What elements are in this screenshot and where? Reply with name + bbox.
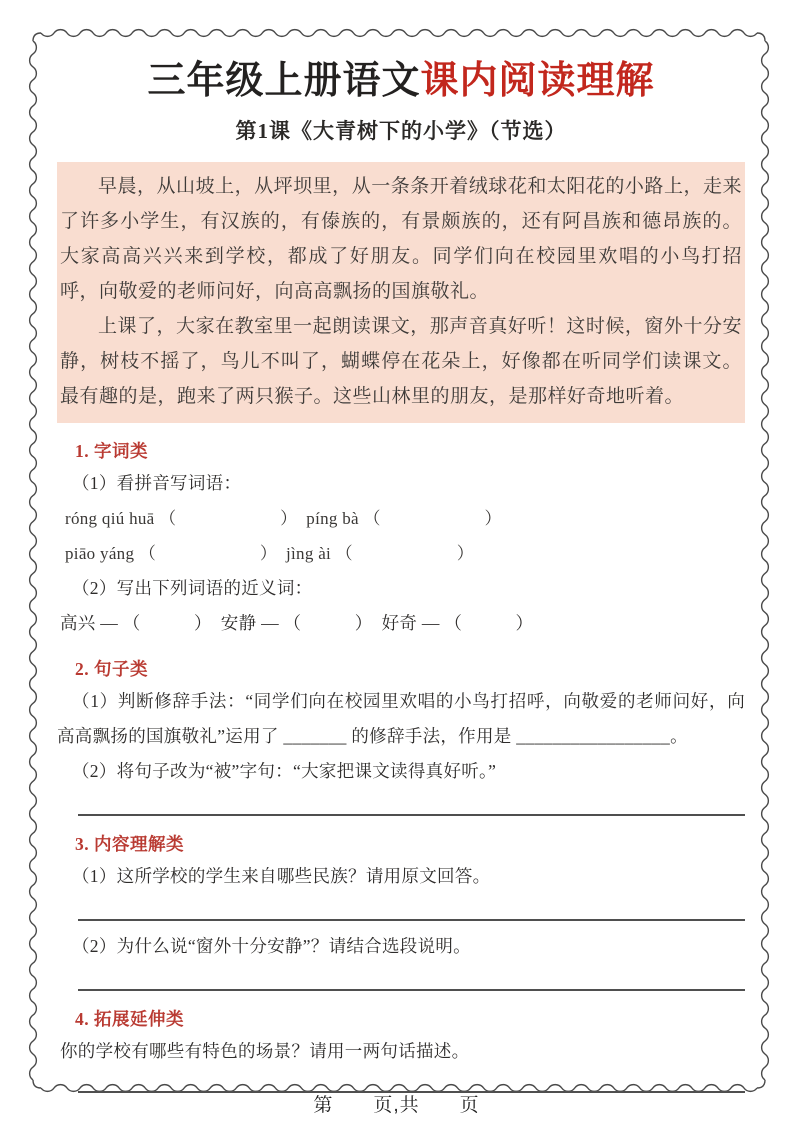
question-synonym-prompt: （2）写出下列词语的近义词： — [72, 578, 313, 598]
title-segment-red: 课内阅读理解 — [420, 60, 655, 102]
question-ethnic-groups: （1）这所学校的学生来自哪些民族？请用原文回答。 — [72, 866, 491, 886]
passage-paragraph-1: 早晨，从山坡上，从坪坝里，从一条条开着绒球花和太阳花的小路上，走来了许多小学生，有汉族的，有傣族的，有景颇族的，还有阿昌族和德昂族的。大家高高兴兴来到学校，都成了好朋友。同学们向在校园里欢唱的小鸟打招呼，向敬爱的老师问好，向高高飘扬的国旗敬礼。 — [60, 176, 742, 302]
page-number-footer: 第 页,共 页 — [313, 1095, 480, 1116]
section-comprehension-heading: 3. 内容理解类 — [75, 834, 184, 854]
reading-passage — [57, 162, 745, 423]
question-rhetoric: （1）判断修辞手法：“同学们向在校园里欢唱的小鸟打招呼，向敬爱的老师问好，向高高飘扬的国旗敬礼”运用了 _______ 的修辞手法，作用是 _________________。 — [57, 691, 745, 746]
worksheet-content — [57, 33, 745, 1101]
section-extension — [57, 1005, 745, 1093]
question-pinyin-prompt: （1）看拼音写词语： — [72, 473, 242, 493]
section-words — [57, 437, 745, 641]
page-title — [57, 57, 745, 105]
lesson-subtitle: 第1课《大青树下的小学》（节选） — [235, 119, 567, 143]
question-quiet-outside: （2）为什么说“窗外十分安静”？请结合选段说明。 — [72, 936, 471, 956]
pinyin-row-1: róng qiú huā （ ） píng bà （ ） — [65, 509, 502, 528]
answer-line — [78, 919, 745, 921]
title-segment-black: 三年级上册语文 — [147, 60, 421, 102]
section-comprehension — [57, 830, 745, 991]
synonym-blanks-row: 高兴 — （ ） 安静 — （ ） 好奇 — （ ） — [60, 613, 534, 633]
answer-line — [78, 814, 745, 816]
answer-line — [78, 989, 745, 991]
passage-paragraph-2: 上课了，大家在教室里一起朗读课文，那声音真好听！这时候，窗外十分安静，树枝不摇了，鸟儿不叫了，蝴蝶停在花朵上，好像都在听同学们读课文。最有趣的是，跑来了两只猴子。这些山林里的朋友，是那样好奇地听着。 — [60, 316, 742, 407]
section-sentences — [57, 655, 745, 816]
section-words-heading: 1. 字词类 — [75, 441, 148, 461]
question-describe-school: 你的学校有哪些有特色的场景？请用一两句话描述。 — [60, 1041, 470, 1061]
section-extension-heading: 4. 拓展延伸类 — [75, 1009, 184, 1029]
section-sentences-heading: 2. 句子类 — [75, 659, 148, 679]
pinyin-row-2: piāo yáng （ ） jìng ài （ ） — [65, 544, 475, 563]
question-bei-sentence: （2）将句子改为“被”字句：“大家把课文读得真好听。” — [72, 761, 497, 781]
